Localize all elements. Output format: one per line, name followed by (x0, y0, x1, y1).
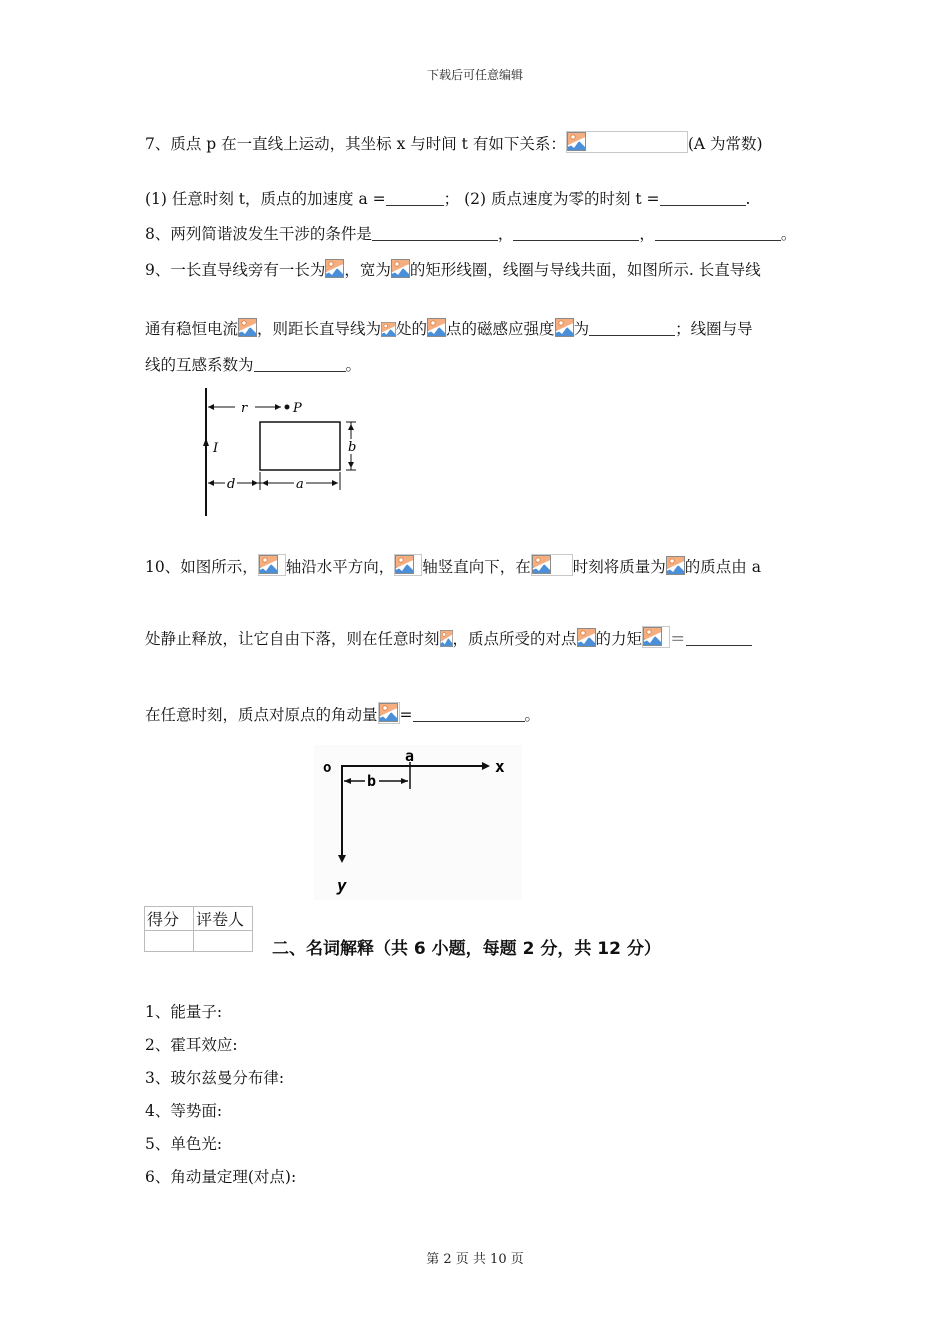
broken-image-icon (555, 318, 574, 337)
broken-image-icon (532, 555, 551, 574)
label-x: x (495, 757, 505, 776)
label-d: d (227, 477, 236, 492)
broken-image-icon (381, 322, 396, 337)
question-9-line2: 通有稳恒电流 ，则距长直导线为 处的 点的磁感应强度 为 ；线圈与导 (145, 320, 753, 338)
formula-image-placeholder (642, 626, 670, 648)
question-7-line2: (1) 任意时刻 t，质点的加速度 a = ； (2) 质点速度为零的时刻 t = . (145, 190, 751, 208)
formula-image-placeholder (258, 554, 286, 576)
answer-blank[interactable] (589, 321, 675, 336)
broken-image-icon (325, 259, 344, 278)
label-I: I (213, 441, 219, 456)
score-cell[interactable] (145, 931, 194, 952)
answer-blank[interactable] (655, 226, 781, 241)
question-10-line1: 10、如图所示， 轴沿水平方向， 轴竖直向下，在 时刻将质量为 的质点由 a (145, 554, 761, 577)
term-item: 6、角动量定理(对点): (145, 1168, 297, 1186)
term-item: 2、霍耳效应: (145, 1036, 238, 1054)
grade-table (144, 906, 253, 952)
label-y: y (337, 876, 347, 895)
broken-image-icon (391, 259, 410, 278)
point-P (285, 405, 290, 410)
term-item: 5、单色光: (145, 1135, 223, 1153)
broken-image-icon (427, 318, 446, 337)
label-origin: o (323, 760, 332, 776)
broken-image-icon (238, 318, 257, 337)
label-a: a (405, 747, 415, 765)
broken-image-icon (577, 628, 596, 647)
label-r: r (241, 401, 248, 416)
answer-blank[interactable] (686, 631, 752, 646)
reviewer-header: 评卷人 (194, 907, 253, 931)
rectangular-loop (260, 422, 340, 470)
answer-blank[interactable] (513, 226, 639, 241)
broken-image-icon (379, 703, 398, 722)
term-item: 1、能量子: (145, 1003, 223, 1021)
broken-image-icon (666, 556, 685, 575)
answer-blank[interactable] (372, 226, 498, 241)
label-b: b (348, 440, 357, 455)
question-10-line2: 处静止释放，让它自由下落，则在任意时刻 ，质点所受的对点 的力矩 ＝ (145, 626, 752, 649)
question-10-line3: 在任意时刻，质点对原点的角动量 = 。 (145, 702, 540, 725)
question-9-line1: 9、一长直导线旁有一长为 ，宽为 的矩形线圈，线圈与导线共面，如图所示. 长直导线 (145, 261, 761, 279)
reviewer-cell[interactable] (194, 931, 253, 952)
section-2-title: 二、名词解释（共 6 小题，每题 2 分，共 12 分） (272, 939, 661, 959)
answer-blank[interactable] (386, 191, 444, 206)
question-7-line1: 7、质点 p 在一直线上运动，其坐标 x 与时间 t 有如下关系： (A 为常数) (145, 131, 763, 154)
formula-image-placeholder (531, 554, 573, 576)
wire-loop-figure (195, 384, 370, 520)
answer-blank[interactable] (254, 357, 346, 372)
term-item: 4、等势面: (145, 1102, 223, 1120)
broken-image-icon (395, 555, 414, 574)
axes-figure (314, 745, 522, 900)
formula-image-placeholder (378, 702, 400, 724)
formula-image-placeholder (566, 131, 688, 153)
broken-image-icon (440, 630, 453, 647)
page-footer: 第 2 页 共 10 页 (426, 1252, 524, 1267)
term-item: 3、玻尔兹曼分布律: (145, 1069, 285, 1087)
answer-blank[interactable] (413, 707, 525, 722)
broken-image-icon (643, 627, 662, 646)
broken-image-icon (259, 555, 278, 574)
label-a: a (296, 477, 304, 492)
page-header: 下载后可任意编辑 (426, 68, 523, 82)
question-8: 8、两列简谐波发生干涉的条件是 ， ， 。 (145, 225, 797, 243)
label-P: P (293, 401, 302, 416)
current-arrow-icon (203, 438, 209, 446)
broken-image-icon (567, 132, 586, 151)
question-9-line3: 线的互感系数为 。 (145, 356, 362, 374)
formula-image-placeholder (394, 554, 422, 576)
label-b: b (367, 772, 377, 790)
answer-blank[interactable] (660, 191, 746, 206)
score-header: 得分 (145, 907, 194, 931)
